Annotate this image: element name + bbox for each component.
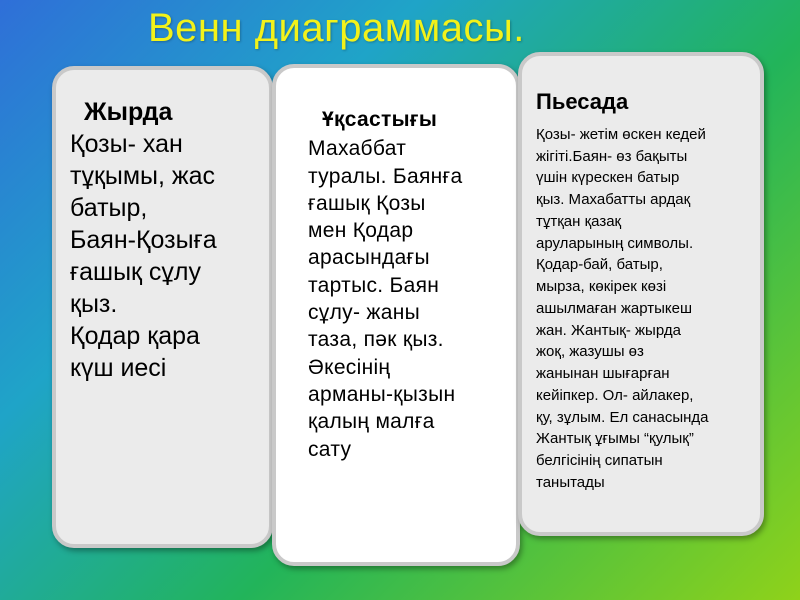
right-box-text: Қозы- жетім өскен кедей жігіті.Баян- өз бақыты үшін күрескен батыр қыз. Махабатты ардақ тұтқан қазақ аруларының символы. Қодар-бай, батыр, мырза, көкірек көзі ашылмаған жартыкеш жан. Жантық- жырда жоқ, жазушы өз жанынан шығарған кейіпкер. Ол- айлакер, қу, зұлым. Ел санасында Жантық ұғымы “қулық” белгісінің сипатын танытады	[536, 125, 709, 491]
right-box-heading: Пьесада	[536, 89, 629, 114]
middle-box-similarity	[272, 64, 520, 566]
left-box-text: Қозы- хан тұқымы, жас батыр, Баян-Қозыға ғашық сұлу қыз. Қодар қара күш иесі	[70, 130, 217, 382]
slide-title: Венн диаграммасы.	[148, 6, 525, 50]
left-box-epic	[52, 66, 273, 548]
middle-box-text: Махаббат туралы. Баянға ғашық Қозы мен Қодар арасындағы тартыс. Баян сұлу- жаны таза, пәк қыз. Әкесінің арманы-қызын қалың малға сату	[308, 137, 463, 461]
right-box-play	[518, 52, 764, 536]
middle-box-heading: Ұқсастығы	[322, 108, 438, 131]
left-box-heading: Жырда	[84, 98, 173, 126]
